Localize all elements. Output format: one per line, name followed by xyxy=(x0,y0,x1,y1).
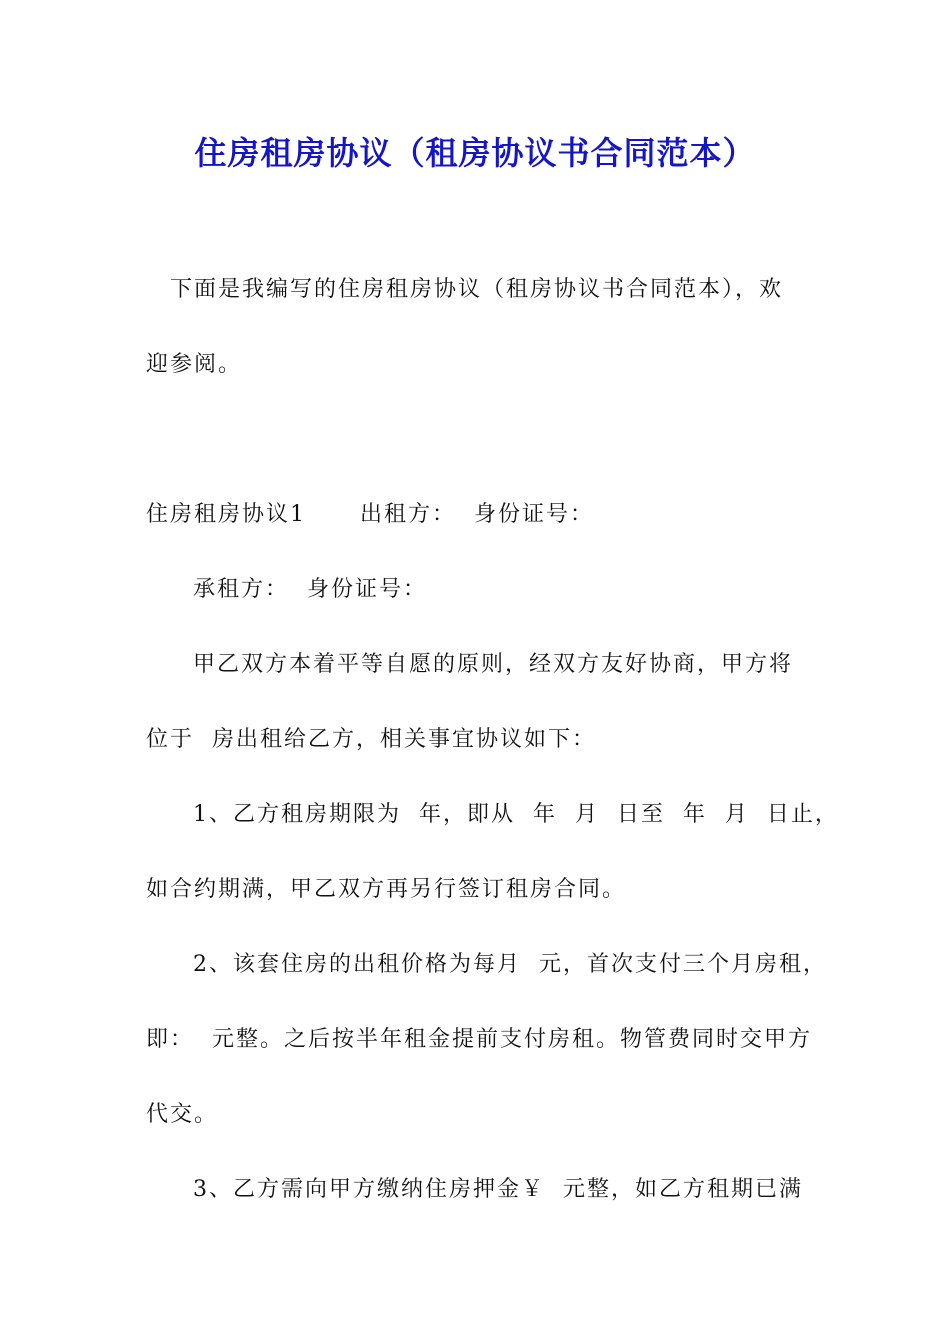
paragraph-line: 即： 元整。之后按半年租金提前支付房租。物管费同时交甲方 xyxy=(146,1027,812,1052)
paragraph-line: 2、该套住房的出租价格为每月 元，首次支付三个月房租， xyxy=(193,952,827,977)
paragraph-line: 下面是我编写的住房租房协议（租房协议书合同范本），欢 xyxy=(170,277,784,302)
paragraph-line: 甲乙双方本着平等自愿的原则，经双方友好协商，甲方将 xyxy=(193,652,794,677)
paragraph-line: 承租方： 身份证号： xyxy=(193,577,427,602)
paragraph-line: 如合约期满，甲乙双方再另行签订租房合同。 xyxy=(146,877,627,902)
paragraph-line: 迎参阅。 xyxy=(146,352,243,377)
paragraph-line: 3、乙方需向甲方缴纳住房押金￥ 元整，如乙方租期已满 xyxy=(193,1177,803,1202)
paragraph-line: 1、乙方租房期限为 年，即从 年 月 日至 年 月 日止， xyxy=(193,802,839,827)
document-title: 住房租房协议（租房协议书合同范本） xyxy=(194,134,756,172)
paragraph-line: 代交。 xyxy=(146,1102,219,1127)
paragraph-line: 位于 房出租给乙方，相关事宜协议如下： xyxy=(146,727,596,752)
paragraph-line: 住房租房协议1 出租方： 身份证号： xyxy=(146,502,594,527)
